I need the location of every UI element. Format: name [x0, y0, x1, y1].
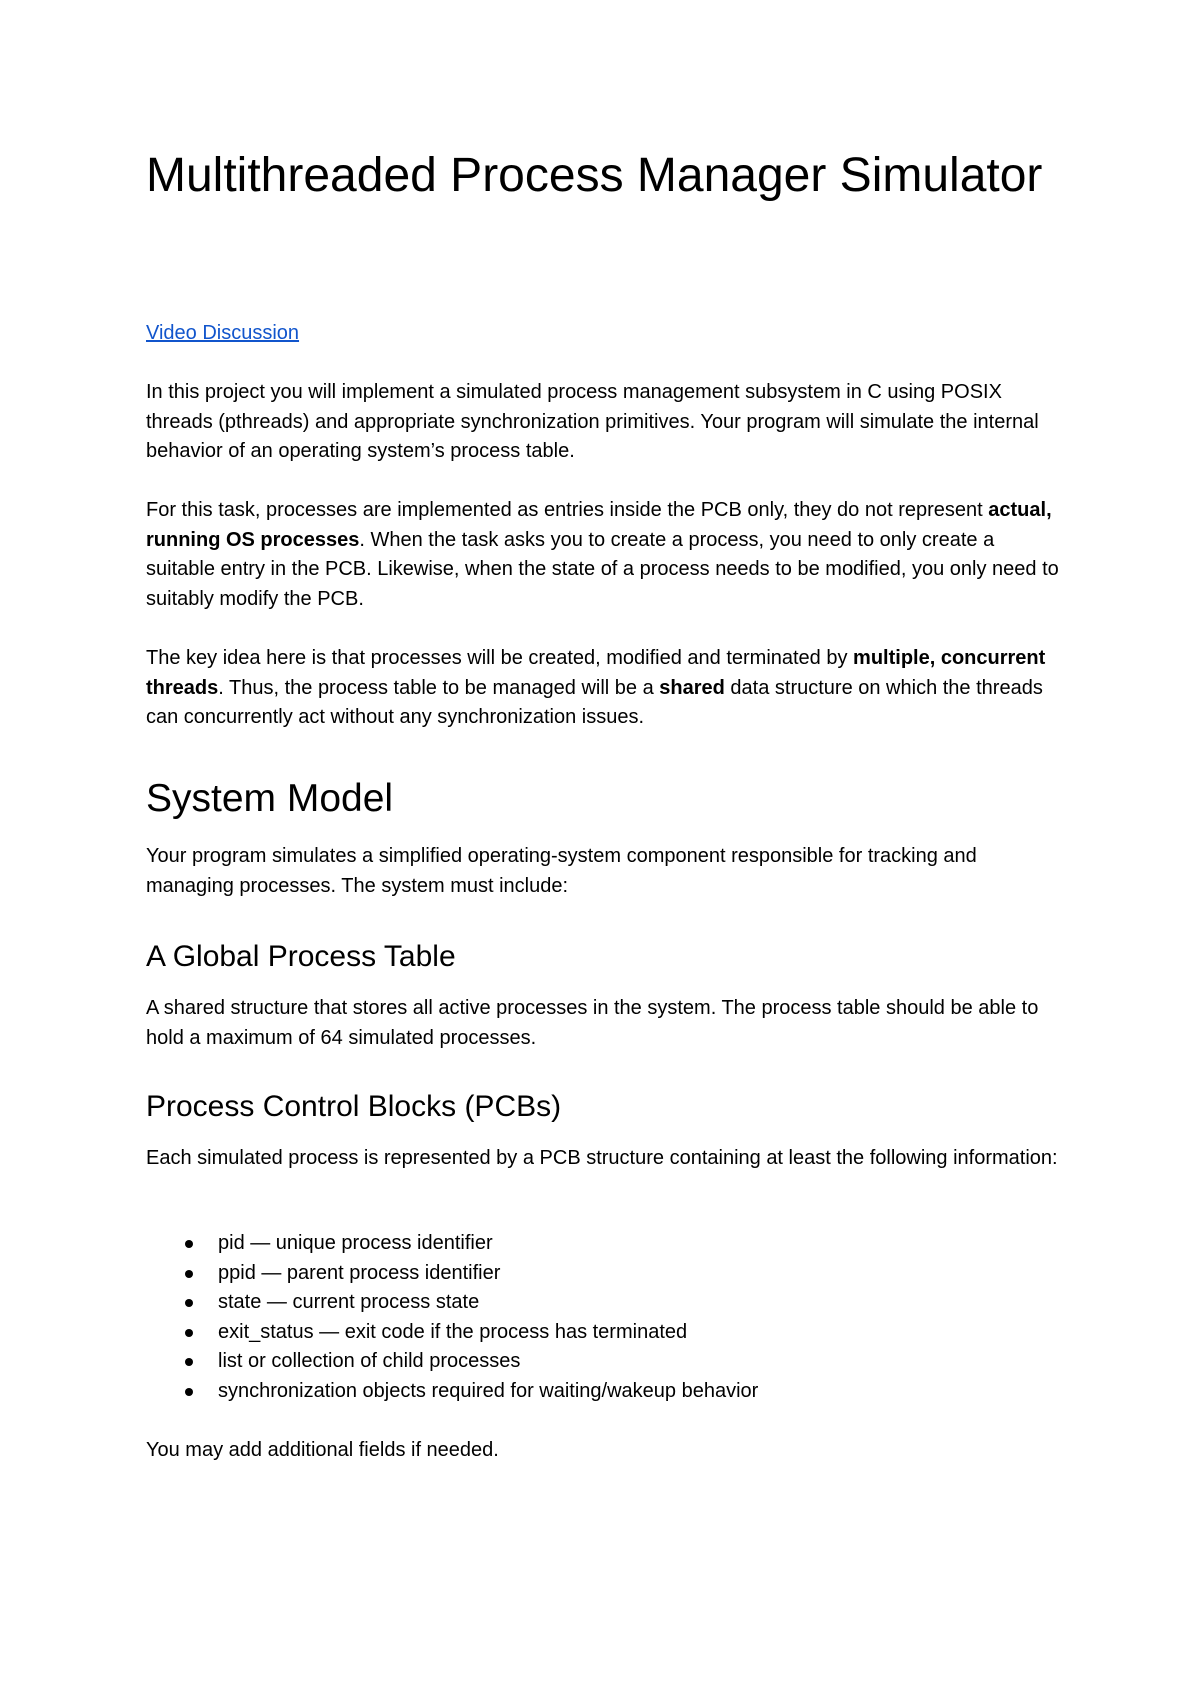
pcb-heading: Process Control Blocks (PCBs)	[146, 1090, 562, 1123]
system-model-paragraph: Your program simulates a simplified operating-system component responsible for tracking and managing processes. The system must include:	[146, 845, 977, 897]
bullet-icon	[185, 1388, 193, 1396]
intro-p3-text-c: . Thus, the process table to be managed will be a	[218, 676, 660, 699]
intro-paragraph-2	[146, 496, 1066, 614]
list-item-text: exit_status — exit code if the process has terminated	[218, 1320, 688, 1343]
intro-paragraph-1: In this project you will implement a simulated process management subsystem in C using POSIX threads (pthreads) and appropriate synchronization primitives. Your program will simulate the internal behavior of an operating system’s process table.	[146, 381, 1039, 463]
pcb-paragraph: Each simulated process is represented by a PCB structure containing at least the following information:	[146, 1147, 1058, 1169]
list-item-text: state — current process state	[218, 1291, 480, 1314]
intro-p3-text-e: data structure on which the threads can concurrently act without any synchronization issues.	[146, 676, 1043, 729]
bullet-icon	[185, 1358, 193, 1366]
list-item	[146, 1259, 1066, 1289]
intro-p2-text-c: . When the task asks you to create a process, you need to only create a suitable entry in the PCB. Likewise, when the state of a process needs to be modified, you only need to suitably modify the PCB.	[146, 528, 1059, 610]
list-item	[146, 1347, 1066, 1377]
pcb-field-list	[146, 1229, 1066, 1407]
intro-p3-bold-threads: multiple, concurrent threads	[146, 647, 1046, 699]
intro-p2-text-a: For this task, processes are implemented as entries inside the PCB only, they do not represent	[146, 499, 989, 521]
intro-paragraph-3	[146, 644, 1066, 733]
list-item-text: synchronization objects required for waiting/wakeup behavior	[218, 1379, 759, 1402]
list-item-text: ppid — parent process identifier	[218, 1261, 501, 1284]
list-item	[146, 1318, 1066, 1348]
list-item	[146, 1288, 1066, 1318]
global-table-paragraph: A shared structure that stores all active processes in the system. The process table should be able to hold a maximum of 64 simulated processes.	[146, 997, 1039, 1049]
intro-p3-text-a: The key idea here is that processes will be created, modified and terminated by	[146, 647, 854, 669]
intro-p3-bold-shared: shared	[659, 676, 725, 699]
intro-p2-bold: actual, running OS processes	[146, 499, 1052, 551]
bullet-icon	[185, 1240, 193, 1248]
global-table-heading: A Global Process Table	[146, 940, 456, 973]
document-title: Multithreaded Process Manager Simulator	[146, 149, 1043, 202]
system-model-heading: System Model	[146, 777, 394, 820]
bullet-icon	[185, 1299, 193, 1307]
video-discussion-link[interactable]: Video Discussion	[146, 322, 300, 344]
list-item	[146, 1229, 1066, 1259]
bullet-icon	[185, 1329, 193, 1337]
list-item-text: list or collection of child processes	[218, 1350, 521, 1373]
bullet-icon	[185, 1270, 193, 1278]
list-item-text: pid — unique process identifier	[218, 1232, 493, 1254]
list-item	[146, 1377, 1066, 1407]
pcb-footer-paragraph: You may add additional fields if needed.	[146, 1439, 499, 1461]
